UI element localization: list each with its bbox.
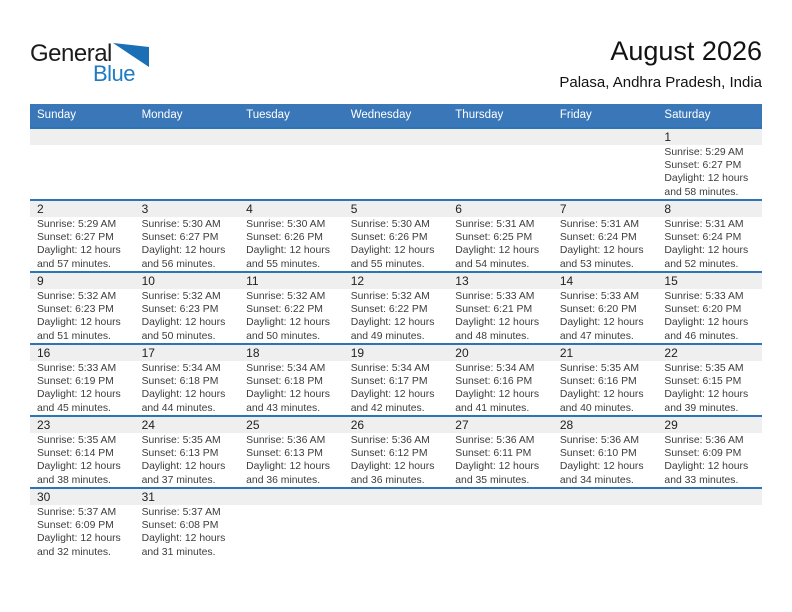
week-row-1 bbox=[30, 127, 762, 199]
day-cell-empty bbox=[344, 489, 449, 559]
sunrise-text: Sunrise: 5:32 AM bbox=[246, 291, 326, 302]
day-cell-30 bbox=[30, 489, 135, 559]
day-number: 23 bbox=[30, 417, 135, 433]
daylight-text: Daylight: 12 hours and 42 minutes. bbox=[350, 389, 435, 414]
day-number: 26 bbox=[344, 417, 449, 433]
day-header-wednesday: Wednesday bbox=[350, 109, 412, 121]
day-number: 29 bbox=[657, 417, 762, 433]
week-row-2 bbox=[30, 199, 762, 271]
day-details bbox=[657, 145, 762, 199]
day-cell-5 bbox=[344, 201, 449, 271]
sunset-text: Sunset: 6:24 PM bbox=[664, 232, 742, 244]
sunset-text: Sunset: 6:26 PM bbox=[350, 232, 428, 244]
logo-text-general: General bbox=[30, 40, 112, 67]
day-details bbox=[553, 289, 658, 343]
day-number: 7 bbox=[553, 201, 658, 217]
day-header-tuesday: Tuesday bbox=[246, 109, 290, 121]
day-cell-20 bbox=[448, 345, 553, 415]
day-details bbox=[239, 217, 344, 271]
day-cell-31 bbox=[135, 489, 240, 559]
daylight-text: Daylight: 12 hours and 53 minutes. bbox=[559, 245, 644, 270]
day-cell-empty bbox=[448, 489, 553, 559]
day-number: 12 bbox=[344, 273, 449, 289]
sunrise-text: Sunrise: 5:34 AM bbox=[350, 363, 430, 374]
day-details bbox=[135, 217, 240, 271]
daylight-text: Daylight: 12 hours and 37 minutes. bbox=[141, 461, 226, 486]
day-details bbox=[30, 289, 135, 343]
daylight-text: Daylight: 12 hours and 45 minutes. bbox=[37, 389, 121, 414]
sunset-text: Sunset: 6:23 PM bbox=[141, 304, 219, 316]
daylight-text: Daylight: 12 hours and 31 minutes. bbox=[141, 533, 226, 558]
day-header-saturday: Saturday bbox=[664, 109, 711, 121]
sunrise-text: Sunrise: 5:30 AM bbox=[141, 219, 221, 230]
sunset-text: Sunset: 6:25 PM bbox=[455, 232, 533, 244]
sunset-text: Sunset: 6:09 PM bbox=[37, 520, 114, 532]
sunrise-text: Sunrise: 5:36 AM bbox=[559, 435, 639, 446]
day-details bbox=[553, 433, 658, 487]
day-details bbox=[135, 289, 240, 343]
day-cell-27 bbox=[448, 417, 553, 487]
day-details bbox=[657, 361, 762, 415]
sunrise-text: Sunrise: 5:34 AM bbox=[141, 363, 221, 374]
page-title: August 2026 bbox=[610, 36, 762, 66]
day-cell-empty bbox=[553, 129, 658, 199]
day-details bbox=[657, 217, 762, 271]
day-cell-empty bbox=[239, 489, 344, 559]
day-cell-13 bbox=[448, 273, 553, 343]
day-cell-26 bbox=[344, 417, 449, 487]
day-number: 10 bbox=[135, 273, 240, 289]
day-details bbox=[135, 433, 240, 487]
general-blue-logo bbox=[30, 42, 151, 85]
sunrise-text: Sunrise: 5:37 AM bbox=[37, 507, 117, 518]
page-subtitle: Palasa, Andhra Pradesh, India bbox=[559, 74, 762, 92]
sunrise-text: Sunrise: 5:36 AM bbox=[350, 435, 430, 446]
daylight-text: Daylight: 12 hours and 41 minutes. bbox=[455, 389, 540, 414]
day-details bbox=[239, 289, 344, 343]
day-details bbox=[239, 433, 344, 487]
sunset-text: Sunset: 6:12 PM bbox=[350, 448, 428, 460]
day-details bbox=[344, 361, 449, 415]
day-number bbox=[448, 489, 553, 505]
sunset-text: Sunset: 6:27 PM bbox=[664, 160, 742, 172]
daylight-text: Daylight: 12 hours and 36 minutes. bbox=[350, 461, 435, 486]
day-number: 13 bbox=[448, 273, 553, 289]
sunset-text: Sunset: 6:14 PM bbox=[37, 448, 114, 460]
day-header-thursday: Thursday bbox=[455, 109, 504, 121]
day-details bbox=[448, 361, 553, 415]
sunset-text: Sunset: 6:18 PM bbox=[246, 376, 323, 388]
day-cell-19 bbox=[344, 345, 449, 415]
day-number: 15 bbox=[657, 273, 762, 289]
daylight-text: Daylight: 12 hours and 46 minutes. bbox=[664, 317, 749, 342]
day-number: 20 bbox=[448, 345, 553, 361]
day-cell-empty bbox=[448, 129, 553, 199]
daylight-text: Daylight: 12 hours and 52 minutes. bbox=[664, 245, 749, 270]
day-details bbox=[344, 289, 449, 343]
sunset-text: Sunset: 6:27 PM bbox=[37, 232, 114, 244]
day-cell-9 bbox=[30, 273, 135, 343]
day-cell-12 bbox=[344, 273, 449, 343]
day-number: 14 bbox=[553, 273, 658, 289]
daylight-text: Daylight: 12 hours and 47 minutes. bbox=[559, 317, 644, 342]
day-number: 9 bbox=[30, 273, 135, 289]
day-number bbox=[657, 489, 762, 505]
day-details bbox=[135, 361, 240, 415]
day-number: 27 bbox=[448, 417, 553, 433]
day-cell-17 bbox=[135, 345, 240, 415]
day-cell-16 bbox=[30, 345, 135, 415]
day-number: 4 bbox=[239, 201, 344, 217]
sunset-text: Sunset: 6:13 PM bbox=[246, 448, 323, 460]
calendar-table bbox=[30, 104, 762, 559]
daylight-text: Daylight: 12 hours and 57 minutes. bbox=[37, 245, 121, 270]
day-cell-28 bbox=[553, 417, 658, 487]
day-cell-8 bbox=[657, 201, 762, 271]
day-cell-1 bbox=[657, 129, 762, 199]
sunset-text: Sunset: 6:08 PM bbox=[141, 520, 219, 532]
day-cell-22 bbox=[657, 345, 762, 415]
sunset-text: Sunset: 6:16 PM bbox=[455, 376, 533, 388]
sunset-text: Sunset: 6:20 PM bbox=[664, 304, 742, 316]
sunrise-text: Sunrise: 5:35 AM bbox=[141, 435, 221, 446]
week-row-6 bbox=[30, 487, 762, 559]
day-number: 22 bbox=[657, 345, 762, 361]
day-number bbox=[344, 129, 449, 145]
daylight-text: Daylight: 12 hours and 43 minutes. bbox=[246, 389, 330, 414]
day-number: 19 bbox=[344, 345, 449, 361]
day-details bbox=[448, 217, 553, 271]
day-cell-18 bbox=[239, 345, 344, 415]
day-cell-3 bbox=[135, 201, 240, 271]
sunrise-text: Sunrise: 5:30 AM bbox=[350, 219, 430, 230]
sunrise-text: Sunrise: 5:30 AM bbox=[246, 219, 326, 230]
daylight-text: Daylight: 12 hours and 35 minutes. bbox=[455, 461, 540, 486]
sunrise-text: Sunrise: 5:36 AM bbox=[664, 435, 744, 446]
day-number bbox=[553, 489, 658, 505]
daylight-text: Daylight: 12 hours and 34 minutes. bbox=[559, 461, 644, 486]
day-details bbox=[239, 361, 344, 415]
day-number bbox=[344, 489, 449, 505]
day-number bbox=[448, 129, 553, 145]
day-number: 31 bbox=[135, 489, 240, 505]
day-number: 8 bbox=[657, 201, 762, 217]
sunset-text: Sunset: 6:26 PM bbox=[246, 232, 323, 244]
day-number: 2 bbox=[30, 201, 135, 217]
sunrise-text: Sunrise: 5:37 AM bbox=[141, 507, 221, 518]
sunset-text: Sunset: 6:18 PM bbox=[141, 376, 219, 388]
sunset-text: Sunset: 6:20 PM bbox=[559, 304, 637, 316]
sunrise-text: Sunrise: 5:35 AM bbox=[37, 435, 117, 446]
day-number bbox=[135, 129, 240, 145]
day-cell-empty bbox=[553, 489, 658, 559]
sunrise-text: Sunrise: 5:32 AM bbox=[350, 291, 430, 302]
sunset-text: Sunset: 6:21 PM bbox=[455, 304, 533, 316]
sunset-text: Sunset: 6:10 PM bbox=[559, 448, 637, 460]
day-number: 18 bbox=[239, 345, 344, 361]
day-cell-25 bbox=[239, 417, 344, 487]
day-details bbox=[30, 361, 135, 415]
daylight-text: Daylight: 12 hours and 32 minutes. bbox=[37, 533, 121, 558]
daylight-text: Daylight: 12 hours and 50 minutes. bbox=[246, 317, 330, 342]
day-number bbox=[553, 129, 658, 145]
daylight-text: Daylight: 12 hours and 38 minutes. bbox=[37, 461, 121, 486]
day-cell-14 bbox=[553, 273, 658, 343]
sunset-text: Sunset: 6:09 PM bbox=[664, 448, 742, 460]
daylight-text: Daylight: 12 hours and 55 minutes. bbox=[246, 245, 330, 270]
sunset-text: Sunset: 6:16 PM bbox=[559, 376, 637, 388]
day-header-row bbox=[30, 104, 762, 127]
day-number: 25 bbox=[239, 417, 344, 433]
sunrise-text: Sunrise: 5:32 AM bbox=[37, 291, 117, 302]
day-cell-15 bbox=[657, 273, 762, 343]
title-block bbox=[559, 36, 762, 91]
daylight-text: Daylight: 12 hours and 44 minutes. bbox=[141, 389, 226, 414]
day-number bbox=[239, 489, 344, 505]
daylight-text: Daylight: 12 hours and 49 minutes. bbox=[350, 317, 435, 342]
sunrise-text: Sunrise: 5:31 AM bbox=[455, 219, 535, 230]
day-number: 28 bbox=[553, 417, 658, 433]
daylight-text: Daylight: 12 hours and 48 minutes. bbox=[455, 317, 540, 342]
day-cell-empty bbox=[30, 129, 135, 199]
sunset-text: Sunset: 6:22 PM bbox=[350, 304, 428, 316]
day-cell-21 bbox=[553, 345, 658, 415]
day-cell-11 bbox=[239, 273, 344, 343]
sunrise-text: Sunrise: 5:32 AM bbox=[141, 291, 221, 302]
sunrise-text: Sunrise: 5:29 AM bbox=[37, 219, 117, 230]
day-details bbox=[30, 505, 135, 559]
daylight-text: Daylight: 12 hours and 58 minutes. bbox=[664, 173, 749, 198]
day-details bbox=[30, 433, 135, 487]
day-cell-29 bbox=[657, 417, 762, 487]
sunset-text: Sunset: 6:27 PM bbox=[141, 232, 219, 244]
sunrise-text: Sunrise: 5:35 AM bbox=[664, 363, 744, 374]
day-cell-10 bbox=[135, 273, 240, 343]
day-details bbox=[657, 289, 762, 343]
sunset-text: Sunset: 6:17 PM bbox=[350, 376, 428, 388]
sunrise-text: Sunrise: 5:33 AM bbox=[664, 291, 744, 302]
day-details bbox=[135, 505, 240, 559]
week-row-3 bbox=[30, 271, 762, 343]
sunrise-text: Sunrise: 5:36 AM bbox=[246, 435, 326, 446]
day-details bbox=[553, 217, 658, 271]
day-cell-2 bbox=[30, 201, 135, 271]
day-number bbox=[239, 129, 344, 145]
day-cell-empty bbox=[239, 129, 344, 199]
sunrise-text: Sunrise: 5:29 AM bbox=[664, 147, 744, 158]
daylight-text: Daylight: 12 hours and 36 minutes. bbox=[246, 461, 330, 486]
daylight-text: Daylight: 12 hours and 51 minutes. bbox=[37, 317, 121, 342]
day-number: 6 bbox=[448, 201, 553, 217]
day-number: 21 bbox=[553, 345, 658, 361]
sunrise-text: Sunrise: 5:33 AM bbox=[37, 363, 117, 374]
sunrise-text: Sunrise: 5:31 AM bbox=[664, 219, 744, 230]
sunset-text: Sunset: 6:15 PM bbox=[664, 376, 742, 388]
day-details bbox=[553, 361, 658, 415]
daylight-text: Daylight: 12 hours and 39 minutes. bbox=[664, 389, 749, 414]
day-cell-23 bbox=[30, 417, 135, 487]
day-details bbox=[448, 433, 553, 487]
day-details bbox=[657, 433, 762, 487]
week-row-5 bbox=[30, 415, 762, 487]
day-details bbox=[448, 289, 553, 343]
daylight-text: Daylight: 12 hours and 54 minutes. bbox=[455, 245, 540, 270]
day-number: 3 bbox=[135, 201, 240, 217]
day-cell-7 bbox=[553, 201, 658, 271]
sunset-text: Sunset: 6:13 PM bbox=[141, 448, 219, 460]
sunrise-text: Sunrise: 5:33 AM bbox=[455, 291, 535, 302]
sunset-text: Sunset: 6:23 PM bbox=[37, 304, 114, 316]
sunrise-text: Sunrise: 5:36 AM bbox=[455, 435, 535, 446]
day-details bbox=[344, 433, 449, 487]
sunset-text: Sunset: 6:19 PM bbox=[37, 376, 114, 388]
sunrise-text: Sunrise: 5:35 AM bbox=[559, 363, 639, 374]
day-cell-empty bbox=[135, 129, 240, 199]
day-number: 30 bbox=[30, 489, 135, 505]
day-number bbox=[30, 129, 135, 145]
daylight-text: Daylight: 12 hours and 55 minutes. bbox=[350, 245, 435, 270]
day-cell-empty bbox=[657, 489, 762, 559]
day-cell-6 bbox=[448, 201, 553, 271]
daylight-text: Daylight: 12 hours and 50 minutes. bbox=[141, 317, 226, 342]
daylight-text: Daylight: 12 hours and 56 minutes. bbox=[141, 245, 226, 270]
logo-text-blue: Blue bbox=[93, 61, 136, 86]
sunrise-text: Sunrise: 5:31 AM bbox=[559, 219, 639, 230]
sunrise-text: Sunrise: 5:33 AM bbox=[559, 291, 639, 302]
sunrise-text: Sunrise: 5:34 AM bbox=[246, 363, 326, 374]
daylight-text: Daylight: 12 hours and 40 minutes. bbox=[559, 389, 644, 414]
day-number: 1 bbox=[657, 129, 762, 145]
day-cell-empty bbox=[344, 129, 449, 199]
daylight-text: Daylight: 12 hours and 33 minutes. bbox=[664, 461, 749, 486]
week-row-4 bbox=[30, 343, 762, 415]
day-cell-24 bbox=[135, 417, 240, 487]
day-number: 11 bbox=[239, 273, 344, 289]
sunset-text: Sunset: 6:22 PM bbox=[246, 304, 323, 316]
day-header-friday: Friday bbox=[559, 109, 592, 121]
day-number: 5 bbox=[344, 201, 449, 217]
day-number: 16 bbox=[30, 345, 135, 361]
day-details bbox=[344, 217, 449, 271]
day-number: 24 bbox=[135, 417, 240, 433]
sunset-text: Sunset: 6:24 PM bbox=[559, 232, 637, 244]
sunset-text: Sunset: 6:11 PM bbox=[455, 448, 532, 460]
day-cell-4 bbox=[239, 201, 344, 271]
day-number: 17 bbox=[135, 345, 240, 361]
day-header-sunday: Sunday bbox=[37, 109, 77, 121]
sunrise-text: Sunrise: 5:34 AM bbox=[455, 363, 535, 374]
day-header-monday: Monday bbox=[141, 109, 183, 121]
day-details bbox=[30, 217, 135, 271]
